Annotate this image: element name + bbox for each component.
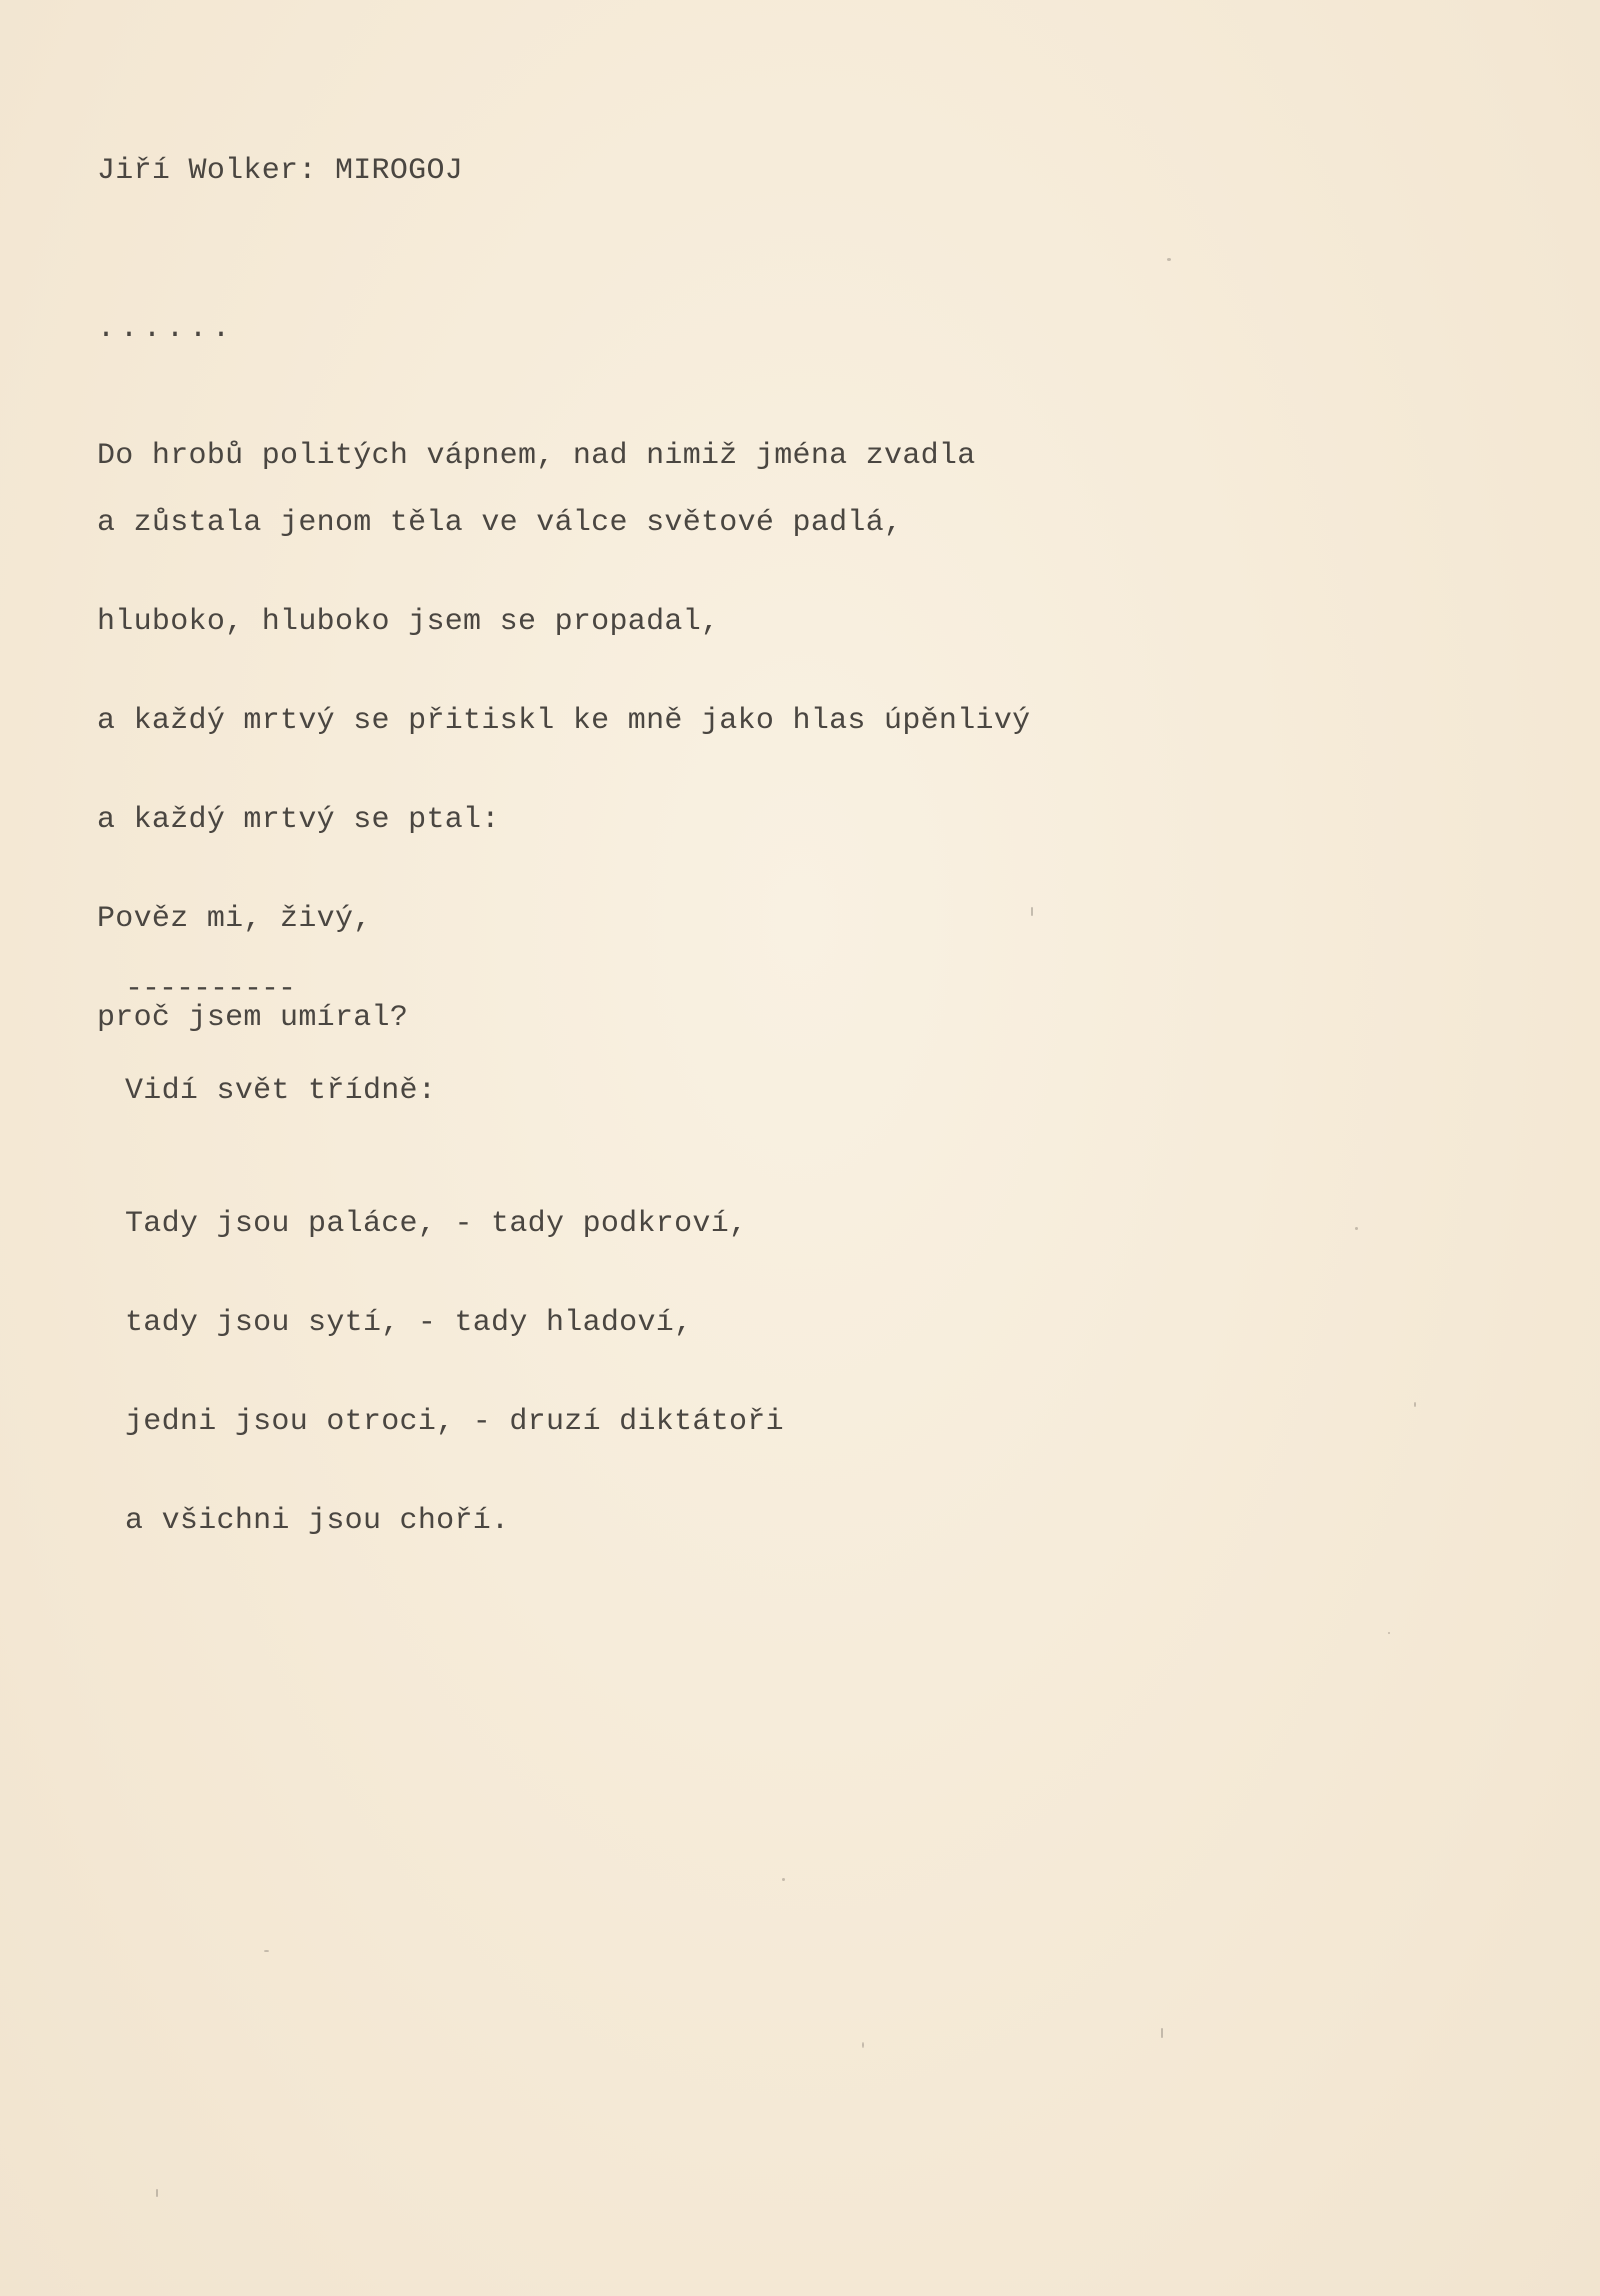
verse-line: Pověz mi, živý, [97, 902, 372, 936]
paper-speck [1355, 1227, 1358, 1230]
ellipsis-marker: ...... [97, 312, 236, 346]
verse-line: Do hrobů politých vápnem, nad nimiž jména zvadla [97, 439, 976, 473]
verse-line: proč jsem umíral? [97, 1001, 409, 1035]
verse-line: tady jsou sytí, - tady hladoví, [125, 1306, 693, 1340]
paper-speck [1031, 907, 1033, 916]
verse-line: a všichni jsou choří. [125, 1504, 510, 1538]
paper-speck [1167, 258, 1171, 261]
section-heading: Vidí svět třídně: [125, 1074, 437, 1108]
section-divider: ---------- [125, 972, 296, 1006]
paper-speck [1414, 1402, 1416, 1407]
stanza-section [125, 1142, 784, 1604]
document-title: Jiří Wolker: MIROGOJ [97, 154, 464, 188]
verse-line: Tady jsou paláce, - tady podkroví, [125, 1207, 748, 1241]
verse-line: hluboko, hluboko jsem se propadal, [97, 605, 720, 639]
paper-speck [1161, 2028, 1163, 2038]
verse-line: a každý mrtvý se přitiskl ke mně jako hlas úpěnlivý [97, 704, 1031, 738]
verse-line: a zůstala jenom těla ve válce světové padlá, [97, 506, 903, 540]
verse-line: a každý mrtvý se ptal: [97, 803, 500, 837]
paper-speck [264, 1950, 269, 1952]
paper-speck [862, 2042, 864, 2048]
verse-line: jedni jsou otroci, - druzí diktátoři [125, 1405, 784, 1439]
paper-speck [1388, 1632, 1390, 1634]
paper-speck [782, 1878, 785, 1881]
paper-speck [156, 2189, 158, 2197]
